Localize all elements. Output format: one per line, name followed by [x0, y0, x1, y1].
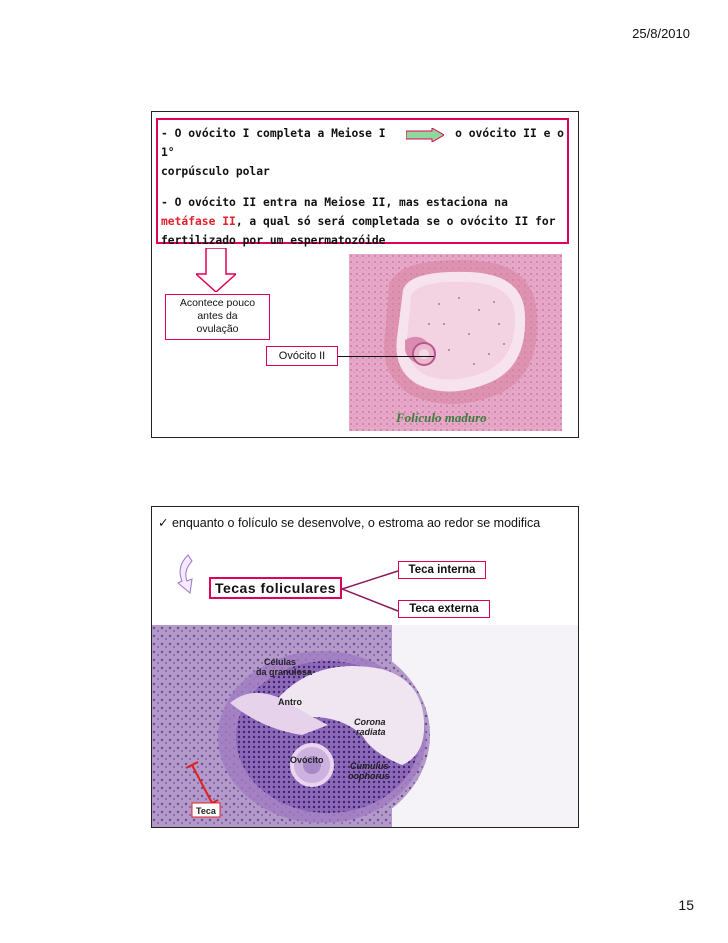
img-label-corona-2: radiata	[356, 727, 386, 737]
foliculo-label: Folículo maduro	[396, 410, 487, 425]
acontece-line-1: Acontece pouco	[179, 297, 256, 309]
meiose-text-box	[156, 118, 569, 247]
teca-externa-label: Teca externa	[398, 600, 490, 618]
img-label-corona-1: Corona	[354, 717, 386, 727]
acontece-note	[165, 294, 270, 340]
img-label-cumulus-1: Cumulus	[350, 761, 389, 771]
metafase-highlight: metáfase II	[161, 215, 236, 228]
ovocito-label: Ovócito II	[266, 346, 338, 366]
line4-rest: , a qual só será completada se o ovócito II for	[235, 215, 556, 228]
line1-part-b: o ovócito II e o 1°	[161, 127, 564, 159]
img-label-teca: Teca	[196, 806, 216, 816]
tecas-foliculares-label: Tecas foliculares	[209, 577, 342, 599]
page-number: 15	[678, 897, 694, 913]
tecas-connector-lines	[342, 567, 400, 615]
img-label-celulas-2: da granulosa	[256, 667, 313, 677]
acontece-line-3: ovulação	[196, 323, 239, 335]
curved-arrow-icon	[174, 553, 204, 595]
acontece-line-2: antes da	[197, 310, 238, 322]
header-date: 25/8/2010	[632, 26, 690, 41]
meiose-line-2: corpúsculo polar	[161, 165, 270, 178]
img-label-cumulus-2: oophorus	[348, 771, 390, 781]
meiose-line-4	[161, 212, 564, 231]
slide-meiose	[151, 111, 579, 438]
teca-interna-label: Teca interna	[398, 561, 486, 579]
ovocito-pointer-line	[338, 356, 434, 357]
meiose-line-5: fertilizado por um espermatozóide	[161, 234, 386, 247]
stroma-text: ✓ enquanto o folículo se desenvolve, o estroma ao redor se modifica	[158, 516, 541, 530]
slide-tecas	[151, 506, 579, 828]
line1-part-a: - O ovócito I completa a Meiose I	[161, 127, 386, 140]
down-arrow-icon	[196, 248, 236, 292]
meiose-line-1	[161, 124, 564, 162]
mature-follicle-micrograph	[349, 254, 562, 431]
img-label-ovocito: Ovócito	[290, 755, 324, 765]
img-label-celulas-1: Células	[264, 657, 297, 667]
img-label-antro: Antro	[278, 697, 302, 707]
right-arrow-icon	[406, 128, 444, 142]
follicle-histology-micrograph	[152, 625, 578, 827]
meiose-line-3: - O ovócito II entra na Meiose II, mas estaciona na	[161, 196, 508, 209]
